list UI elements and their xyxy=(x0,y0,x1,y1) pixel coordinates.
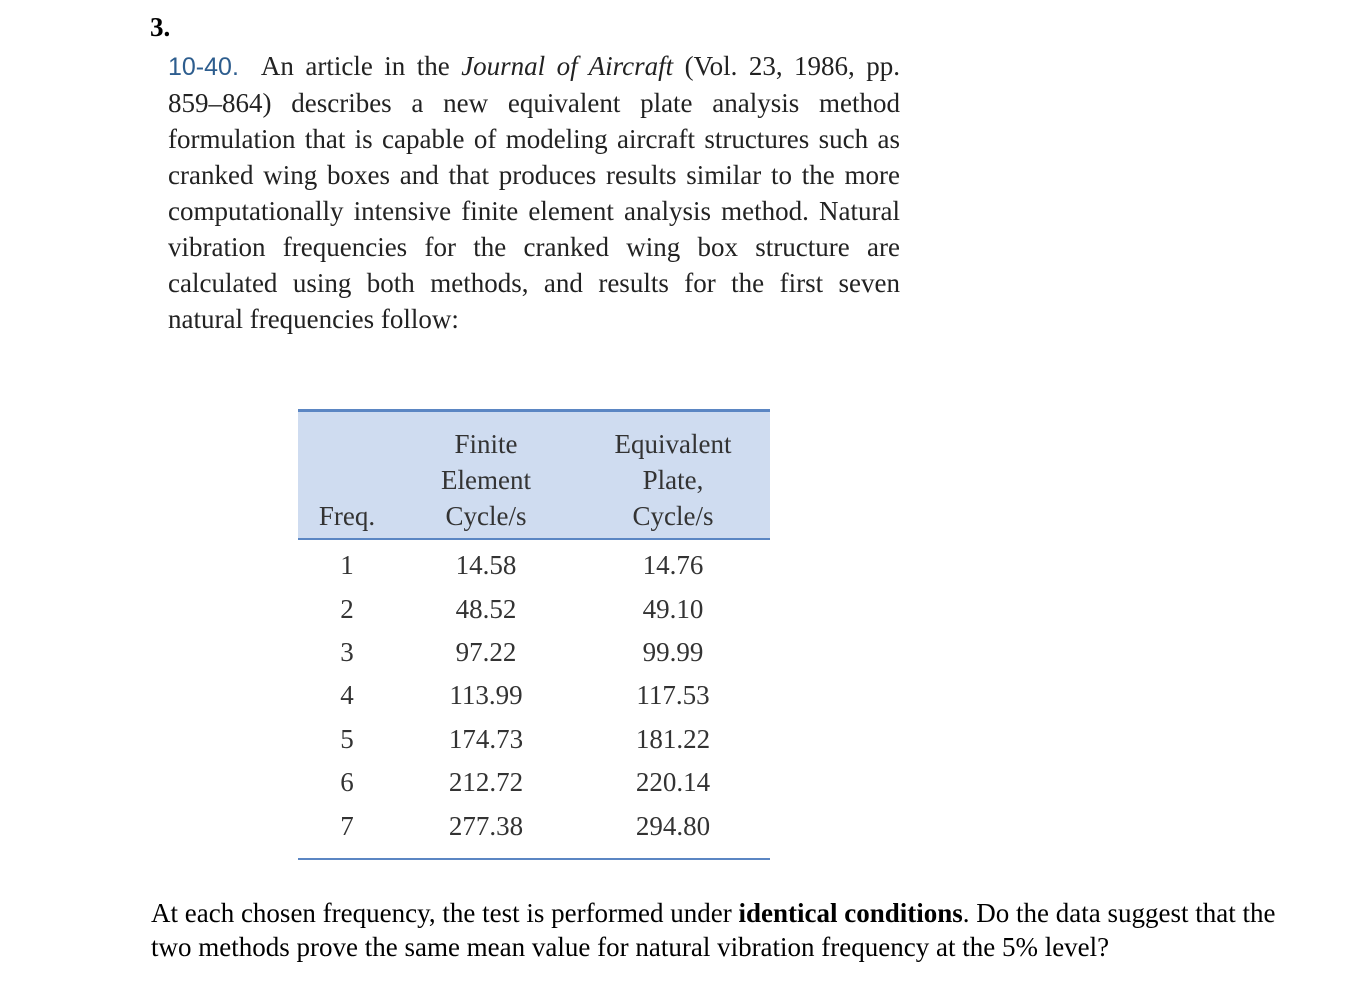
cell-finite-element: 277.38 xyxy=(448,810,524,841)
header-freq: Freq. xyxy=(318,501,376,531)
cell-equivalent-plate: 14.76 xyxy=(642,550,704,581)
cell-equivalent-plate: 99.99 xyxy=(642,636,704,667)
problem-number: 3. xyxy=(150,12,171,42)
cell-equivalent-plate: 117.53 xyxy=(636,680,710,711)
cell-freq: 7 xyxy=(340,810,354,841)
table-header-row xyxy=(298,411,770,540)
cell-equivalent-plate: 49.10 xyxy=(642,593,704,624)
cell-finite-element: 14.58 xyxy=(455,550,517,581)
header-fe-line-2: Element xyxy=(441,465,531,495)
cell-freq: 5 xyxy=(340,723,354,754)
table-row xyxy=(298,674,770,717)
table-row xyxy=(298,804,770,858)
cell-finite-element: 113.99 xyxy=(449,680,523,711)
exercise-text-intro: An article in the xyxy=(260,51,462,81)
cell-freq: 1 xyxy=(340,550,354,581)
frequency-table xyxy=(298,409,770,860)
header-fe-line-1: Finite xyxy=(454,429,518,459)
question-paragraph xyxy=(151,896,1311,964)
exercise-number: 10-40. xyxy=(168,53,239,81)
table-header xyxy=(298,411,770,540)
table-row xyxy=(298,718,770,761)
cell-finite-element: 97.22 xyxy=(455,636,517,667)
header-fe-line-3: Cycle/s xyxy=(445,501,527,531)
journal-title: Journal of Aircraft xyxy=(461,51,674,81)
table-row xyxy=(298,587,770,630)
table-row xyxy=(298,761,770,804)
cell-finite-element: 212.72 xyxy=(448,767,524,798)
question-emphasis: identical conditions xyxy=(738,898,963,928)
cell-freq: 4 xyxy=(340,680,354,711)
question-text-start: At each chosen frequency, the test is performed under xyxy=(151,898,739,928)
cell-freq: 6 xyxy=(340,767,354,798)
table-row xyxy=(298,539,770,587)
cell-equivalent-plate: 220.14 xyxy=(635,767,711,798)
cell-freq: 3 xyxy=(340,636,354,667)
cell-equivalent-plate: 181.22 xyxy=(635,723,711,754)
header-finite-element xyxy=(396,411,576,540)
table-row xyxy=(298,631,770,674)
exercise-text-body: (Vol. 23, 1986, pp. 859–864) describes a new equivalent plate analysis method formulation that is capable of modeling aircraft structures such as cranked wing boxes and that produces results similar to the more computationally intensive finite element analysis method. Natural vibration frequencies for the cranked wing box structure are calculated using both methods, and results for the first seven natural frequencies follow: xyxy=(168,51,900,334)
header-ep-line-3: Cycle/s xyxy=(632,501,714,531)
cell-finite-element: 174.73 xyxy=(448,723,524,754)
header-ep-line-2: Plate, xyxy=(642,465,704,495)
question-text-end: . Do the data suggest that the two methods prove the same mean value for natural vibration frequency at the 5% level? xyxy=(151,898,1276,962)
cell-finite-element: 48.52 xyxy=(455,593,517,624)
cell-freq: 2 xyxy=(340,593,354,624)
exercise-paragraph xyxy=(168,48,900,337)
table-body xyxy=(298,539,770,859)
header-equivalent-plate xyxy=(576,411,770,540)
header-ep-line-1: Equivalent xyxy=(614,429,732,459)
cell-equivalent-plate: 294.80 xyxy=(635,810,711,841)
